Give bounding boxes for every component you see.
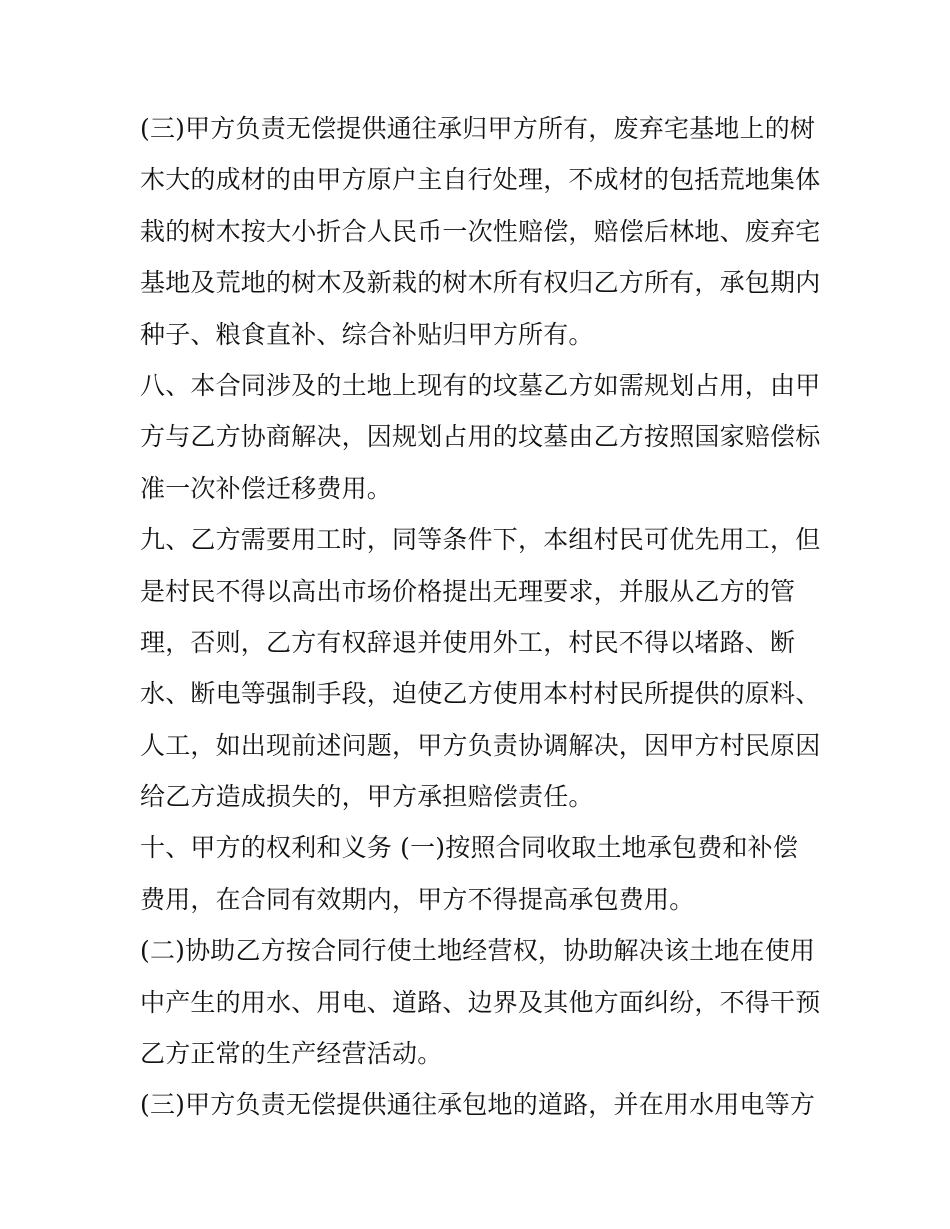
text-line: 给乙方造成损失的，甲方承担赔偿责任。 [140,782,594,812]
text-line: 种子、粮食直补、综合补贴归甲方所有。 [140,319,594,349]
text-line: 水、断电等强制手段，迫使乙方使用本村村民所提供的原料、 [140,679,821,709]
text-line: 九、乙方需要用工时，同等条件下，本组村民可优先用工，但 [140,525,821,555]
text-line: 费用，在合同有效期内，甲方不得提高承包费用。 [140,884,695,914]
text-line: (二)协助乙方按合同行使土地经营权，协助解决该土地在使用 [140,936,816,966]
text-line: 方与乙方协商解决，因规划占用的坟墓由乙方按照国家赔偿标 [140,422,821,452]
text-line: 十、甲方的权利和义务 (一)按照合同收取土地承包费和补偿 [140,833,799,863]
text-line: 理，否则，乙方有权辞退并使用外工，村民不得以堵路、断 [140,627,796,657]
text-line: 人工，如出现前述问题，甲方负责协调解决，因甲方村民原因 [140,730,821,760]
text-line: 木大的成材的由甲方原户主自行处理，不成材的包括荒地集体 [140,165,821,195]
text-line: (三)甲方负责无偿提供通往承包地的道路，并在用水用电等方 [140,1090,816,1120]
text-line: (三)甲方负责无偿提供通往承归甲方所有，废弃宅基地上的树 [140,114,816,143]
contract-text [140,103,830,1131]
text-line: 中产生的用水、用电、道路、边界及其他方面纠纷，不得干预 [140,987,821,1017]
text-line: 乙方正常的生产经营活动。 [140,1039,443,1069]
text-line: 准一次补偿迁移费用。 [140,473,393,503]
text-line: 是村民不得以高出市场价格提出无理要求，并服从乙方的管 [140,576,796,606]
text-line: 基地及荒地的树木及新栽的树木所有权归乙方所有，承包期内 [140,268,821,298]
text-line: 栽的树木按大小折合人民币一次性赔偿，赔偿后林地、废弃宅 [140,216,821,246]
text-line: 八、本合同涉及的土地上现有的坟墓乙方如需规划占用，由甲 [140,370,821,400]
